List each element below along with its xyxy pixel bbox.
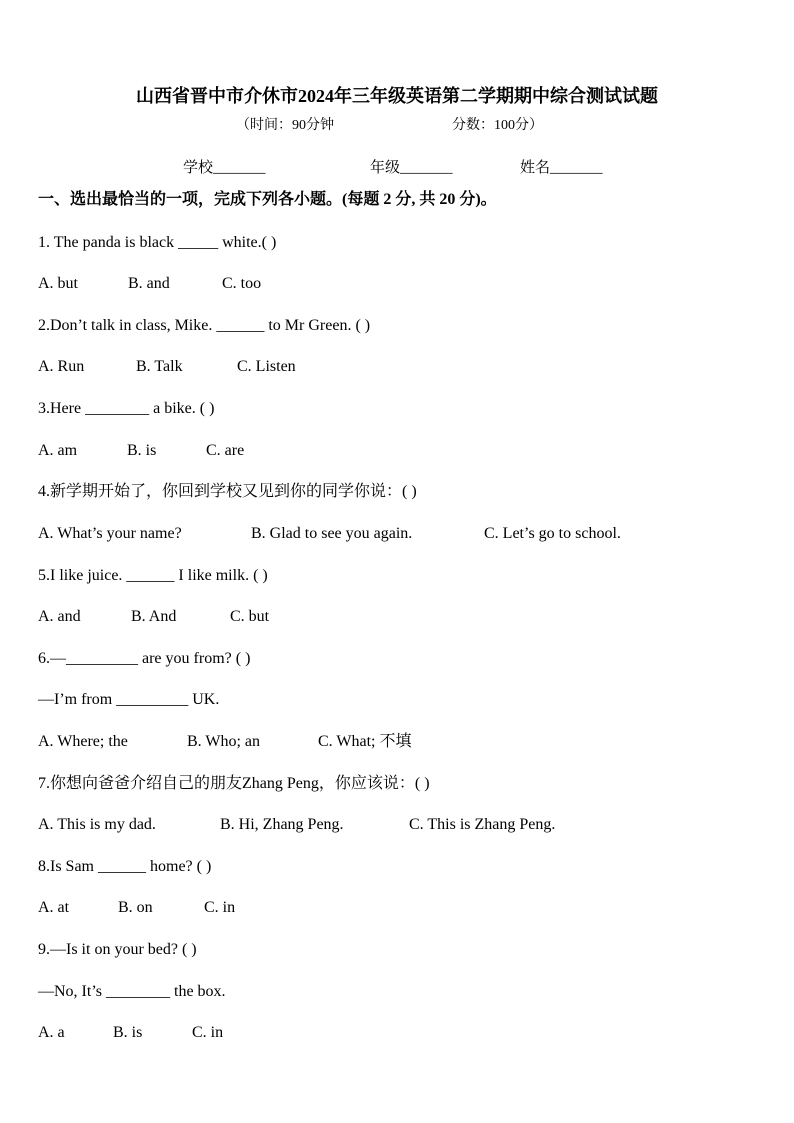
- question-8-option-c: C. in: [204, 899, 236, 916]
- exam-score: 分数：100分）: [452, 118, 543, 133]
- name-field: 姓名_______: [520, 160, 603, 176]
- question-4-option-b: B. Glad to see you again.: [251, 525, 413, 542]
- question-9-stem: 9.—Is it on your bed? ( ): [38, 941, 197, 958]
- question-9-option-a: A. a: [38, 1024, 65, 1041]
- question-9-line-2: —No, It’s ________ the box.: [38, 983, 226, 1000]
- question-4-option-c: C. Let’s go to school.: [484, 525, 621, 542]
- question-1-option-a: A. but: [38, 275, 78, 292]
- question-9-option-b: B. is: [113, 1024, 143, 1041]
- page-title: 山西省晋中市介休市2024年三年级英语第二学期期中综合测试试题: [136, 86, 658, 106]
- question-3-option-b: B. is: [127, 442, 157, 459]
- school-field: 学校_______: [183, 160, 266, 176]
- question-1-stem: 1. The panda is black _____ white.( ): [38, 234, 277, 251]
- question-4-option-a: A. What’s your name?: [38, 525, 182, 542]
- question-1-option-c: C. too: [222, 275, 262, 292]
- question-7-stem: 7.你想向爸爸介绍自己的朋友Zhang Peng，你应该说：( ): [38, 775, 430, 792]
- section-heading: 一、选出最恰当的一项，完成下列各小题。(每题 2 分, 共 20 分)。: [38, 191, 497, 208]
- question-7-option-b: B. Hi, Zhang Peng.: [220, 816, 344, 833]
- question-4-stem: 4.新学期开始了，你回到学校又见到你的同学你说：( ): [38, 483, 417, 500]
- question-5-stem: 5.I like juice. ______ I like milk. ( ): [38, 567, 268, 584]
- question-2-option-b: B. Talk: [136, 358, 183, 375]
- question-5-option-b: B. And: [131, 608, 177, 625]
- question-8-option-b: B. on: [118, 899, 153, 916]
- question-3-option-a: A. am: [38, 442, 78, 459]
- question-3-option-c: C. are: [206, 442, 245, 459]
- question-2-option-a: A. Run: [38, 358, 85, 375]
- question-5-option-a: A. and: [38, 608, 81, 625]
- question-7-option-a: A. This is my dad.: [38, 816, 156, 833]
- question-8-option-a: A. at: [38, 899, 70, 916]
- question-9-option-c: C. in: [192, 1024, 224, 1041]
- question-2-stem: 2.Don’t talk in class, Mike. ______ to Mr Green. ( ): [38, 317, 371, 334]
- question-8-stem: 8.Is Sam ______ home? ( ): [38, 858, 212, 875]
- question-6-option-b: B. Who; an: [187, 733, 261, 750]
- grade-field: 年级_______: [370, 160, 453, 176]
- question-6-stem: 6.—_________ are you from? ( ): [38, 650, 251, 667]
- question-6-option-a: A. Where; the: [38, 733, 128, 750]
- question-2-option-c: C. Listen: [237, 358, 296, 375]
- question-6-line-2: —I’m from _________ UK.: [38, 691, 220, 708]
- question-6-option-c: C. What; 不填: [318, 733, 412, 750]
- exam-time: （时间：90分钟: [236, 118, 334, 133]
- question-5-option-c: C. but: [230, 608, 270, 625]
- question-7-option-c: C. This is Zhang Peng.: [409, 816, 556, 833]
- question-3-stem: 3.Here ________ a bike. ( ): [38, 400, 215, 417]
- question-1-option-b: B. and: [128, 275, 170, 292]
